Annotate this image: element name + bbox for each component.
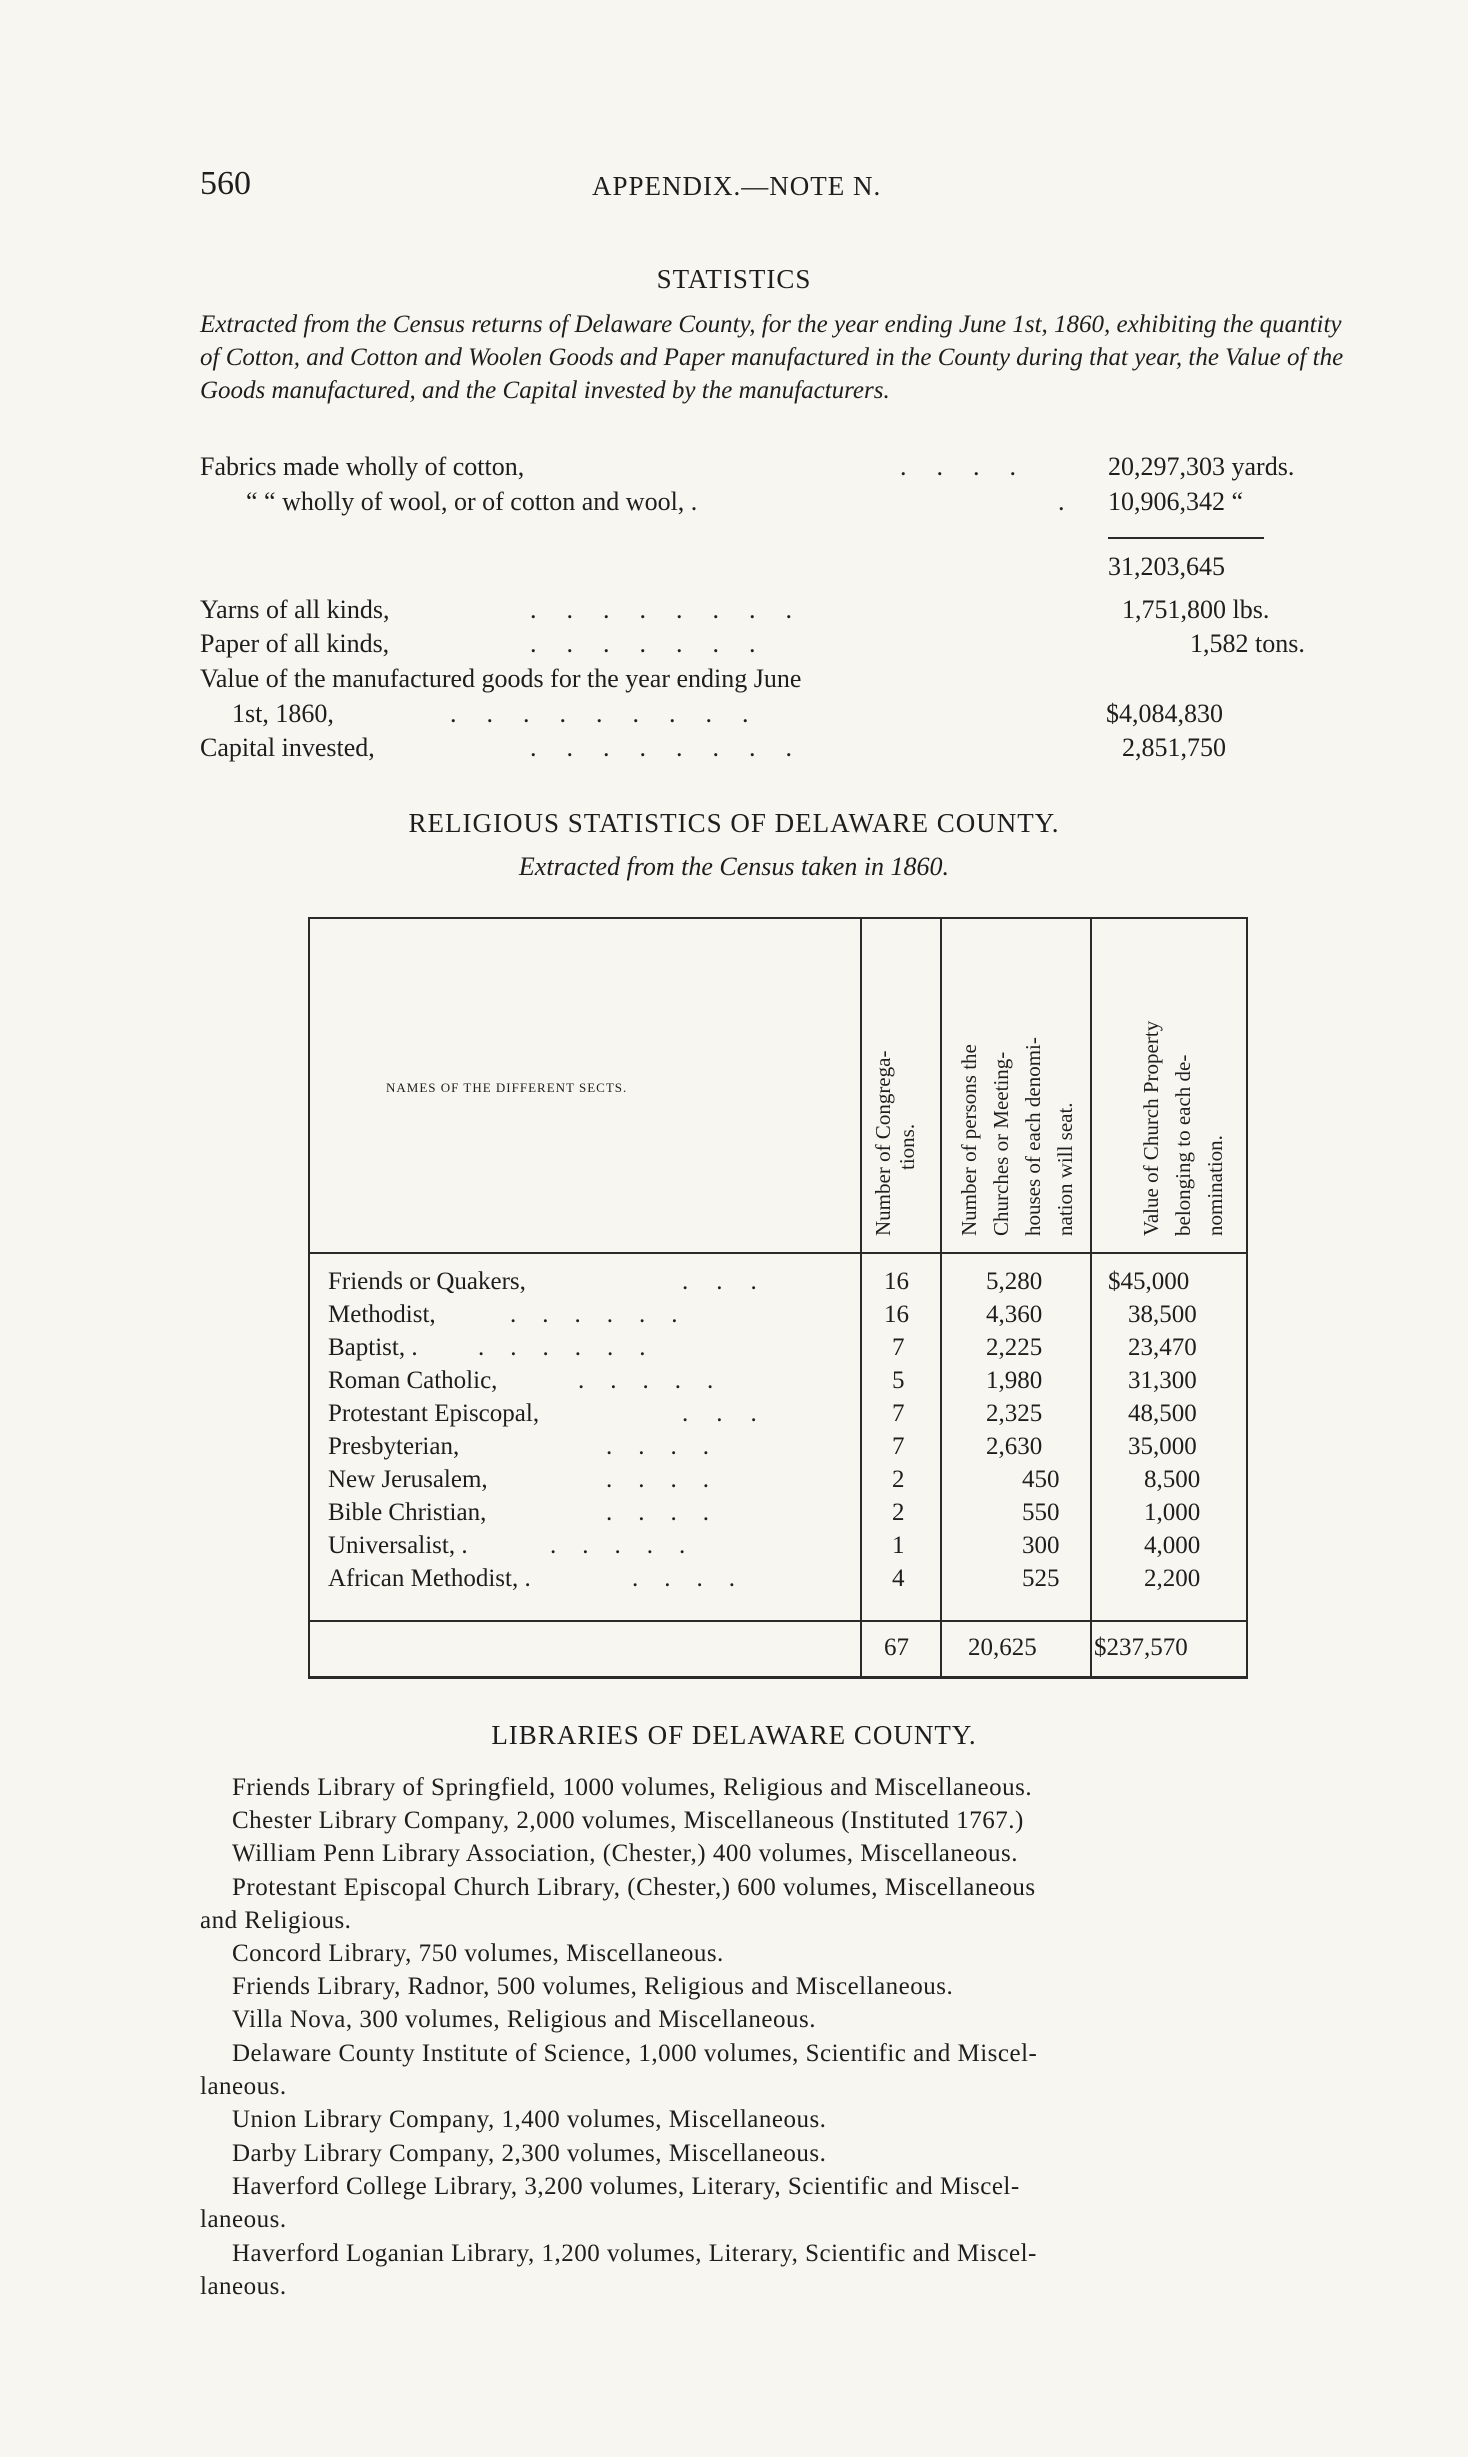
persons-cell: 450: [1022, 1466, 1060, 1493]
congregations-cell: 2: [892, 1466, 905, 1493]
congregations-cell: 16: [884, 1301, 909, 1328]
stat-row: [200, 487, 1360, 523]
value-cell: 8,500: [1144, 1466, 1201, 1493]
header-congregations-line: Number of Congrega-: [871, 1050, 895, 1236]
leader-dots: ......: [478, 1334, 672, 1361]
leader-dots: ....: [900, 452, 1046, 481]
persons-cell: 1,980: [986, 1367, 1043, 1394]
header-value-line: belonging to each de-: [1171, 1054, 1195, 1236]
persons-cell: 300: [1022, 1532, 1060, 1559]
page-number: 560: [200, 165, 251, 202]
congregations-cell: 2: [892, 1499, 905, 1526]
leader-dots: ....: [606, 1433, 735, 1460]
leader-dots: ....: [632, 1565, 761, 1592]
sect-name: Baptist, .: [328, 1334, 418, 1361]
libraries-title: LIBRARIES OF DELAWARE COUNTY.: [491, 1720, 977, 1750]
table-total-rule: [308, 1620, 1248, 1622]
table-row: [328, 1466, 1248, 1498]
leader-dots: .....: [578, 1367, 740, 1394]
stat-label: Value of the manufactured goods for the year ending June: [200, 664, 802, 693]
sum-rule: [1108, 537, 1264, 539]
persons-cell: 2,630: [986, 1433, 1043, 1460]
stat-value: 31,203,645: [1108, 552, 1225, 581]
library-line: Protestant Episcopal Church Library, (Chester,) 600 volumes, Miscellaneous: [232, 1874, 1036, 1901]
value-cell: 23,470: [1128, 1334, 1197, 1361]
congregations-cell: 16: [884, 1268, 909, 1295]
value-cell: 38,500: [1128, 1301, 1197, 1328]
library-line: and Religious.: [200, 1907, 352, 1934]
leader-dots: ......: [510, 1301, 704, 1328]
statistics-intro: Extracted from the Census returns of Delaware County, for the year ending June 1st, 1860, exhibiting the quantity of Cotton, and Cotton and Woolen Goods and Paper manufactured in the County during that year, the Value of the Goods manufactured, and the Capital invested by the manufacturers.: [200, 311, 1344, 404]
sect-name: Friends or Quakers,: [328, 1268, 526, 1295]
persons-cell: 550: [1022, 1499, 1060, 1526]
persons-cell: 5,280: [986, 1268, 1043, 1295]
library-line: laneous.: [200, 2273, 287, 2300]
persons-cell: 525: [1022, 1565, 1060, 1592]
leader-dots: .........: [450, 699, 779, 728]
persons-cell: 2,225: [986, 1334, 1043, 1361]
header-names: NAMES OF THE DIFFERENT SECTS.: [386, 1080, 628, 1095]
header-persons-line: nation will seat.: [1053, 1102, 1077, 1236]
table-header-rule: [308, 1252, 1248, 1254]
sect-name: Protestant Episcopal,: [328, 1400, 540, 1427]
stat-row: [200, 733, 1360, 769]
value-cell: 1,000: [1144, 1499, 1201, 1526]
stat-row: [200, 664, 1360, 700]
sect-name: African Methodist, .: [328, 1565, 531, 1592]
stat-label: Fabrics made wholly of cotton,: [200, 452, 525, 481]
header-congregations-line: tions.: [895, 1123, 919, 1170]
library-line: laneous.: [200, 2206, 287, 2233]
library-line: Concord Library, 750 volumes, Miscellaneous.: [232, 1940, 724, 1967]
sect-name: Roman Catholic,: [328, 1367, 498, 1394]
library-line: Villa Nova, 300 volumes, Religious and Miscellaneous.: [232, 2006, 816, 2033]
stat-value: 1,582 tons.: [1190, 629, 1305, 658]
leader-dots: ....: [606, 1466, 735, 1493]
congregations-cell: 7: [892, 1400, 905, 1427]
library-line: Darby Library Company, 2,300 volumes, Miscellaneous.: [232, 2140, 827, 2167]
congregations-cell: 4: [892, 1565, 905, 1592]
library-line: William Penn Library Association, (Chester,) 400 volumes, Miscellaneous.: [232, 1840, 1018, 1867]
table-row: [328, 1367, 1248, 1399]
statistics-title: STATISTICS: [656, 264, 812, 294]
table-row: [328, 1400, 1248, 1432]
value-cell: 4,000: [1144, 1532, 1201, 1559]
leader-dots: ........: [530, 595, 822, 624]
stat-value: 1,751,800 lbs.: [1122, 595, 1270, 624]
library-line: Haverford Loganian Library, 1,200 volumes, Literary, Scientific and Miscel-: [232, 2240, 1037, 2267]
leader-dots: .: [1058, 487, 1095, 516]
table-row: [328, 1334, 1248, 1366]
value-cell: 35,000: [1128, 1433, 1197, 1460]
library-line: Union Library Company, 1,400 volumes, Miscellaneous.: [232, 2106, 827, 2133]
sect-name: New Jerusalem,: [328, 1466, 488, 1493]
table-total-row: [328, 1634, 1248, 1666]
congregations-cell: 5: [892, 1367, 905, 1394]
library-line: Chester Library Company, 2,000 volumes, Miscellaneous (Instituted 1767.): [232, 1807, 1024, 1834]
leader-dots: ....: [606, 1499, 735, 1526]
value-cell: 2,200: [1144, 1565, 1201, 1592]
value-cell: 31,300: [1128, 1367, 1197, 1394]
table-top-rule: [308, 917, 1248, 919]
value-cell: $45,000: [1108, 1268, 1190, 1295]
total-persons: 20,625: [968, 1634, 1037, 1661]
leader-dots: .....: [550, 1532, 712, 1559]
header-value-line: nomination.: [1203, 1135, 1227, 1236]
page-header: [200, 165, 1380, 215]
stat-row: [200, 595, 1360, 631]
sect-name: Presbyterian,: [328, 1433, 460, 1460]
stat-label: Capital invested,: [200, 733, 375, 762]
table-row: [328, 1301, 1248, 1333]
leader-dots: .......: [530, 629, 786, 658]
sect-name: Methodist,: [328, 1301, 436, 1328]
sect-name: Universalist, .: [328, 1532, 468, 1559]
header-persons-line: houses of each denomi-: [1021, 1037, 1045, 1236]
stat-value: 2,851,750: [1122, 733, 1226, 762]
table-bottom-rule: [308, 1676, 1248, 1679]
library-line: Friends Library, Radnor, 500 volumes, Religious and Miscellaneous.: [232, 1973, 954, 2000]
table-row: [328, 1565, 1248, 1597]
religious-title: RELIGIOUS STATISTICS OF DELAWARE COUNTY.: [408, 808, 1060, 838]
header-persons-line: Churches or Meeting-: [989, 1051, 1013, 1236]
stat-label: “ “ wholly of wool, or of cotton and wool, .: [246, 487, 698, 516]
table-row: [328, 1433, 1248, 1465]
table-left-rule: [308, 917, 310, 1679]
persons-cell: 2,325: [986, 1400, 1043, 1427]
stat-row: [200, 699, 1360, 735]
table-row: [328, 1532, 1248, 1564]
congregations-cell: 1: [892, 1532, 905, 1559]
library-line: laneous.: [200, 2073, 287, 2100]
congregations-cell: 7: [892, 1433, 905, 1460]
total-value: $237,570: [1094, 1634, 1188, 1661]
religious-subtitle: Extracted from the Census taken in 1860.: [518, 852, 950, 881]
stat-value: 20,297,303 yards.: [1108, 452, 1295, 481]
congregations-cell: 7: [892, 1334, 905, 1361]
persons-cell: 4,360: [986, 1301, 1043, 1328]
leader-dots: ...: [682, 1268, 785, 1295]
leader-dots: ...: [682, 1400, 785, 1427]
value-cell: 48,500: [1128, 1400, 1197, 1427]
stat-label: 1st, 1860,: [232, 699, 334, 728]
stat-label: Paper of all kinds,: [200, 629, 390, 658]
stat-row: [200, 552, 1360, 588]
sect-name: Bible Christian,: [328, 1499, 487, 1526]
running-head: APPENDIX.—NOTE N.: [592, 171, 882, 201]
table-row: [328, 1499, 1248, 1531]
stat-row: [200, 452, 1360, 488]
table-row: [328, 1268, 1248, 1300]
library-line: Haverford College Library, 3,200 volumes, Literary, Scientific and Miscel-: [232, 2173, 1020, 2200]
library-line: Delaware County Institute of Science, 1,000 volumes, Scientific and Miscel-: [232, 2040, 1038, 2067]
total-congregations: 67: [884, 1634, 909, 1661]
stat-row: [200, 629, 1360, 665]
stat-value: $4,084,830: [1106, 699, 1223, 728]
stat-value: 10,906,342 “: [1108, 487, 1244, 516]
stat-label: Yarns of all kinds,: [200, 595, 390, 624]
header-value-line: Value of Church Property: [1139, 1020, 1163, 1236]
leader-dots: ........: [530, 733, 822, 762]
library-line: Friends Library of Springfield, 1000 volumes, Religious and Miscellaneous.: [232, 1774, 1033, 1801]
header-persons-line: Number of persons the: [957, 1044, 981, 1236]
